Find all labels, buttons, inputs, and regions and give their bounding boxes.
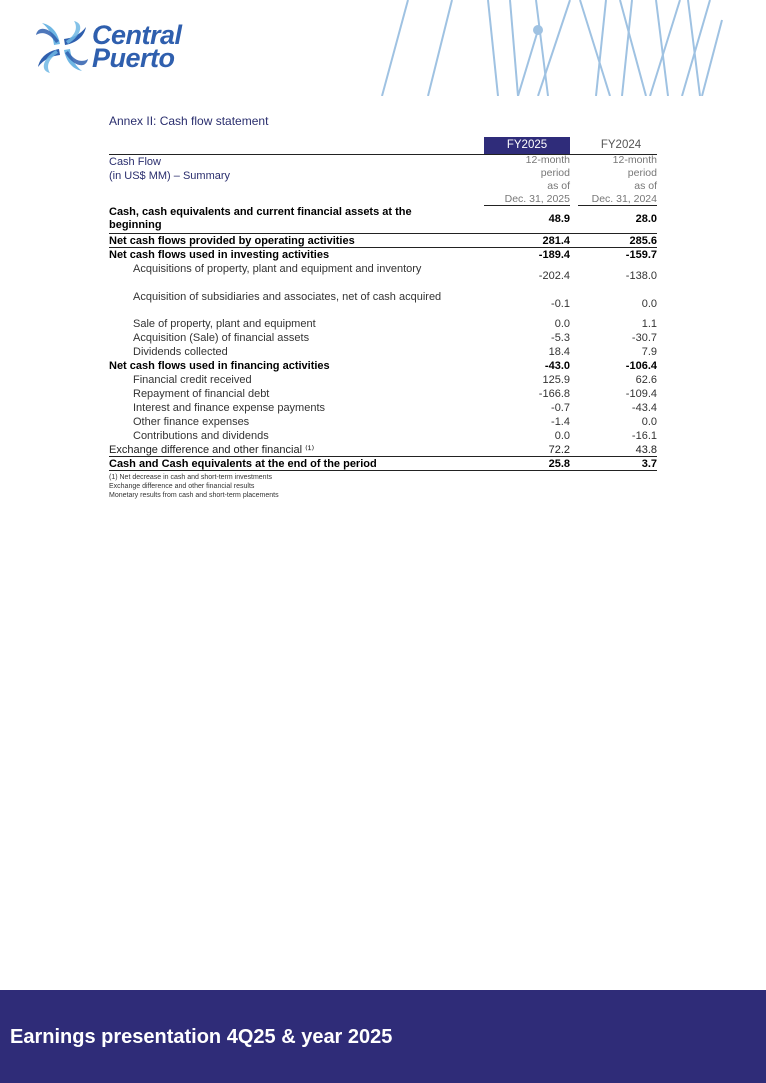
value-fy2024: -30.7 (631, 332, 657, 344)
row-label: Net cash flows used in investing activities (109, 249, 330, 261)
annex-title: Annex II: Cash flow statement (109, 114, 269, 128)
row-label: Acquisition of subsidiaries and associates, net of cash acquired (133, 291, 442, 303)
value-fy2025: -5.3 (551, 332, 570, 344)
row-label: Cash, cash equivalents and current financial assets at the beginning (109, 206, 412, 231)
value-fy2024: -106.4 (625, 360, 657, 372)
value-fy2024: 28.0 (635, 213, 657, 225)
footnote: Monetary results from cash and short-term placements (109, 492, 279, 499)
table-title (109, 155, 230, 183)
period-label-fy2025 (484, 154, 570, 206)
column-header-fy2024: FY2024 (600, 139, 642, 151)
period-text: Dec. 31, 2025 (504, 193, 570, 205)
period-text: period (540, 167, 570, 179)
row-label: Financial credit received (133, 374, 252, 386)
value-fy2024: 1.1 (641, 318, 657, 330)
row-label: Other finance expenses (133, 416, 250, 428)
row-label: Contributions and dividends (133, 430, 269, 442)
row-divider (109, 456, 657, 457)
row-divider (109, 247, 657, 248)
company-logo (34, 18, 214, 80)
value-fy2025: 0.0 (554, 430, 570, 442)
value-fy2024: -159.7 (625, 249, 657, 261)
value-fy2025: -0.7 (551, 402, 570, 414)
logo-text-puerto: Puerto (92, 43, 175, 73)
table-row (109, 263, 657, 289)
row-label: Dividends collected (133, 346, 228, 358)
row-label: Sale of property, plant and equipment (133, 318, 316, 330)
value-fy2024: 285.6 (629, 235, 657, 247)
value-fy2025: 125.9 (542, 374, 570, 386)
value-fy2025: 72.2 (548, 444, 570, 456)
value-fy2024: -109.4 (625, 388, 657, 400)
period-text: period (627, 167, 657, 179)
value-fy2024: 0.0 (641, 416, 657, 428)
row-label: Cash and Cash equivalents at the end of the period (109, 458, 377, 470)
period-text: 12-month (525, 154, 570, 166)
value-fy2025: -0.1 (551, 298, 570, 310)
value-fy2024: -43.4 (631, 402, 657, 414)
table-row (109, 206, 657, 233)
footnote: (1) Net decrease in cash and short-term investments (109, 474, 273, 481)
row-divider (109, 233, 657, 234)
footnote: Exchange difference and other financial results (109, 483, 255, 490)
value-fy2025: 281.4 (542, 235, 570, 247)
logo-text-central: Central (92, 20, 182, 50)
period-text: as of (634, 180, 657, 192)
pinwheel-logo-icon (34, 18, 90, 76)
value-fy2024: 0.0 (641, 298, 657, 310)
value-fy2025: -1.4 (551, 416, 570, 428)
value-fy2025: 48.9 (548, 213, 570, 225)
table-title-line: Cash Flow (109, 156, 161, 168)
row-label: Net cash flows provided by operating activities (109, 235, 355, 247)
row-divider (109, 470, 657, 471)
period-text: Dec. 31, 2024 (591, 193, 657, 205)
value-fy2024: 3.7 (641, 458, 657, 470)
footnotes (109, 473, 279, 500)
value-fy2024: 43.8 (635, 444, 657, 456)
value-fy2025: 18.4 (548, 346, 570, 358)
period-text: as of (547, 180, 570, 192)
row-label: Net cash flows used in financing activities (109, 360, 330, 372)
footer-banner (0, 990, 766, 1083)
value-fy2025: -202.4 (538, 270, 570, 282)
value-fy2025: 25.8 (548, 458, 570, 470)
column-header-fy2025: FY2025 (484, 137, 570, 154)
value-fy2025: -189.4 (538, 249, 570, 261)
row-label: Interest and finance expense payments (133, 402, 326, 414)
value-fy2024: 62.6 (635, 374, 657, 386)
row-label: Acquisition (Sale) of financial assets (133, 332, 310, 344)
value-fy2024: -16.1 (631, 430, 657, 442)
footer-title: Earnings presentation 4Q25 & year 2025 (10, 1026, 393, 1048)
row-label: Acquisitions of property, plant and equipment and inventory (133, 263, 422, 275)
value-fy2025: -43.0 (544, 360, 570, 372)
row-label: Repayment of financial debt (133, 388, 270, 400)
row-label: Exchange difference and other financial ⁽¹⁾ (109, 444, 315, 456)
table-title-line: (in US$ MM) – Summary (109, 170, 231, 182)
table-row (109, 291, 657, 317)
value-fy2025: 0.0 (554, 318, 570, 330)
value-fy2024: 7.9 (641, 346, 657, 358)
period-text: 12-month (612, 154, 657, 166)
decorative-lines-graphic (370, 0, 766, 96)
value-fy2025: -166.8 (538, 388, 570, 400)
value-fy2024: -138.0 (625, 270, 657, 282)
period-label-fy2024 (571, 154, 657, 206)
